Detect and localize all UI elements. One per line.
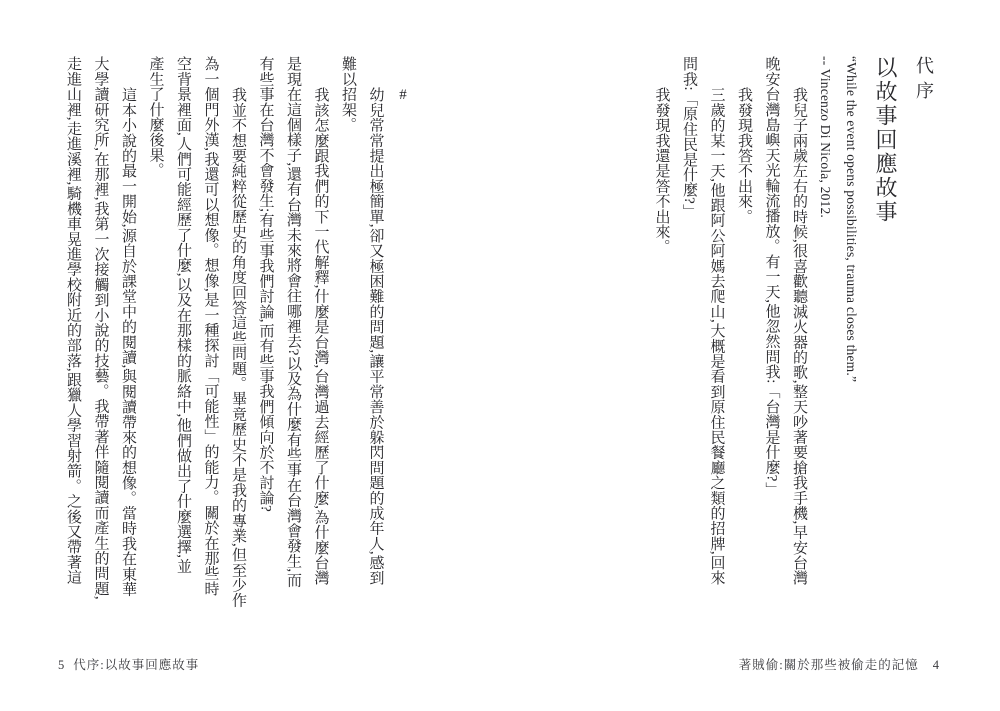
page-number: 4 [932, 658, 940, 672]
text-column: 三歲的某一天,他跟阿公阿媽去爬山,大概是看到原住民餐廳之類的招牌,回來 [708, 87, 725, 586]
epigraph-quote: “While the event opens possibilities, trauma closes them.” [844, 56, 859, 383]
text-column: 有些事在台灣不會發生;有些事我們討論,而有些事我們傾向於不討論? [257, 56, 274, 512]
chapter-title: 以故事回應故事 [873, 56, 898, 224]
text-column: 難以招架。 [340, 56, 356, 132]
page-right [500, 0, 1000, 711]
footer-right [739, 655, 940, 673]
page-left-text [58, 56, 416, 640]
text-column: 問我:「原住民是什麼?」 [681, 56, 697, 220]
text-column: 是現在這個樣子,還有台灣未來將會往哪裡去?以及為什麼有些事在台灣會發生,而 [285, 56, 301, 588]
text-column: 為一個門外漢,我還可以想像。想像,是一種探討「可能性」的能力。關於在那些時 [202, 56, 219, 596]
text-column: 幼兒常常提出極簡單,卻又極困難的問題,讓平常善於躲閃問題的成年人,感到 [367, 87, 384, 586]
text-column: 這本小說的最一開始,源自於課堂中的閱讀,與閱讀帶來的想像。當時我在東華 [120, 87, 136, 597]
text-column: 空背景裡面,人們可能經歷了什麼,以及在那樣的脈絡中,他們做出了什麼選擇,並 [175, 56, 191, 574]
text-column: 晚安台灣島嶼天光輪流播放。有一天,他忽然問我:「台灣是什麼?」 [763, 56, 780, 497]
text-column: 走進山裡,走進溪裡,騎機車晃進學校附近的部落,跟獵人學習射箭。之後又帶著這 [65, 56, 81, 585]
text-column: 我兒子兩歲左右的時候,很喜歡聽滅火器的歌,整天吵著要搶我手機,早安台灣 [791, 87, 807, 586]
text-column: 產生了什麼後果。 [147, 56, 164, 178]
page-number: 5 [58, 658, 66, 672]
text-column: 我發現我答不出來。 [736, 87, 752, 224]
footer-left [58, 655, 199, 673]
epigraph-attribution: -- Vincenzo Di Nicola, 2012. [818, 56, 833, 218]
running-section-title: 代序:以故事回應故事 [73, 658, 200, 672]
page-right-text [647, 56, 942, 640]
text-column: 我並不想要純粹從歷史的角度回答這些問題。畢竟歷史不是我的專業,但至少作 [230, 87, 246, 608]
section-marker: # [395, 87, 411, 104]
text-column: 我該怎麼跟我們的下一代解釋,什麼是台灣,台灣過去經歷了什麼,為什麼台灣 [312, 87, 329, 586]
preface-kicker: 代序 [914, 56, 934, 106]
text-column: 大學讀研究所,在那裡,我第一次接觸到小說的技藝。我帶著伴隨閱讀而產生的問題, [92, 56, 109, 600]
running-book-title: 著賊偷:關於那些被偷走的記憶 [738, 658, 919, 672]
text-column: 我發現我還是答不出來。 [653, 87, 670, 255]
